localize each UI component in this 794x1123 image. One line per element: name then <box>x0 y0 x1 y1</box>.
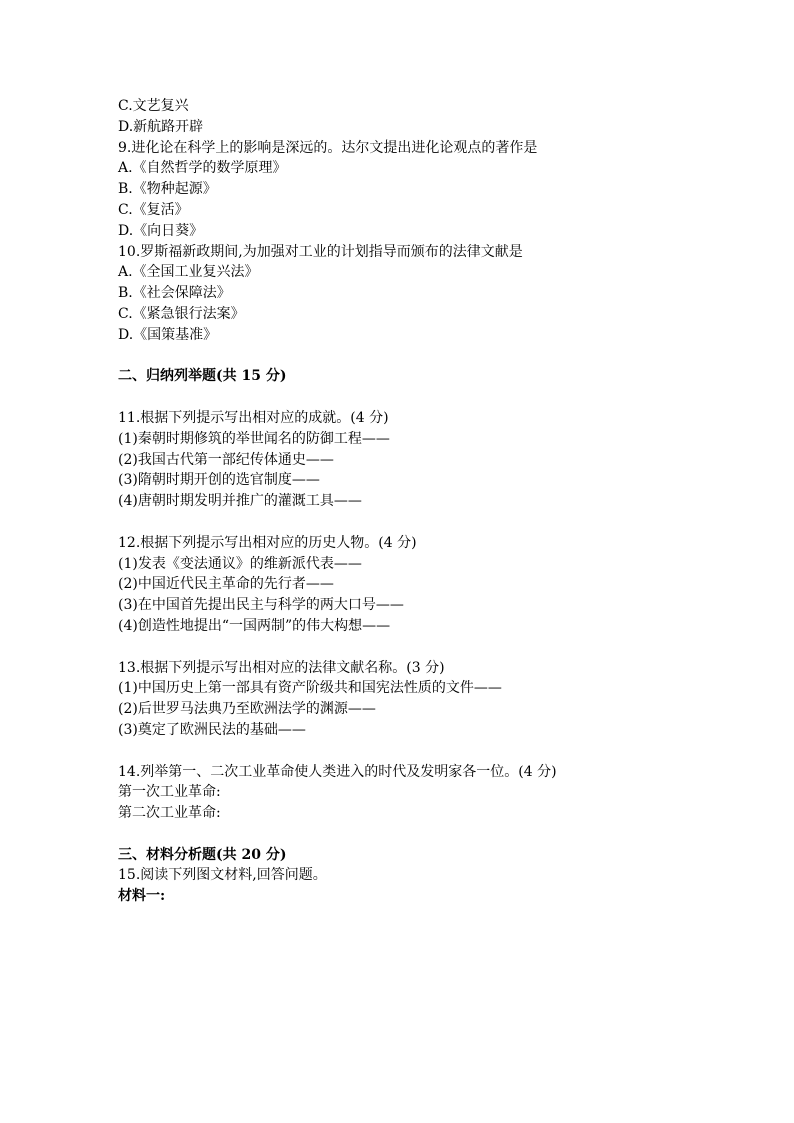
exam-content <box>118 96 718 907</box>
q11-item-4: (4)唐朝时期发明并推广的灌溉工具—— <box>118 493 362 510</box>
section3-title: 三、材料分析题(共 20 分) <box>118 846 287 863</box>
q14-stem: 14.列举第一、二次工业革命使人类进入的时代及发明家各一位。(4 分) <box>118 763 557 780</box>
q10-option-c: C.《紧急银行法案》 <box>118 305 245 322</box>
spacer <box>118 346 718 367</box>
q9-option-d: D.《向日葵》 <box>118 222 204 239</box>
q12-stem: 12.根据下列提示写出相对应的历史人物。(4 分) <box>118 534 417 551</box>
spacer <box>118 512 718 533</box>
q10-option-d: D.《国策基准》 <box>118 326 218 343</box>
q12-item-1: (1)发表《变法通议》的维新派代表—— <box>118 555 362 572</box>
spacer <box>118 824 718 845</box>
q11-item-2: (2)我国古代第一部纪传体通史—— <box>118 451 334 468</box>
q9-option-b: B.《物种起源》 <box>118 181 217 198</box>
q15-stem: 15.阅读下列图文材料,回答问题。 <box>118 867 327 884</box>
q9-stem: 9.进化论在科学上的影响是深远的。达尔文提出进化论观点的著作是 <box>118 139 538 156</box>
q12-item-2: (2)中国近代民主革命的先行者—— <box>118 576 334 593</box>
q11-item-1: (1)秦朝时期修筑的举世闻名的防御工程—— <box>118 430 390 447</box>
q12-item-4: (4)创造性地提出“一国两制”的伟大构想—— <box>118 617 391 634</box>
q13-item-3: (3)奠定了欧洲民法的基础—— <box>118 721 306 738</box>
section2-title: 二、归纳列举题(共 15 分) <box>118 368 287 385</box>
q13-item-1: (1)中国历史上第一部具有资产阶级共和国宪法性质的文件—— <box>118 680 502 697</box>
q9-option-a: A.《自然哲学的数学原理》 <box>118 160 287 177</box>
q11-stem: 11.根据下列提示写出相对应的成就。(4 分) <box>118 409 389 426</box>
material1-label: 材料一: <box>118 888 166 905</box>
q13-item-2: (2)后世罗马法典乃至欧洲法学的渊源—— <box>118 701 376 718</box>
q10-option-b: B.《社会保障法》 <box>118 285 231 302</box>
spacer <box>118 741 718 762</box>
q8-option-c: C.文艺复兴 <box>118 98 189 114</box>
q14-item-1: 第一次工业革命: <box>118 784 221 801</box>
spacer <box>118 387 718 408</box>
q14-item-2: 第二次工业革命: <box>118 805 221 822</box>
q11-item-3: (3)隋朝时期开创的选官制度—— <box>118 472 320 489</box>
q10-option-a: A.《全国工业复兴法》 <box>118 264 259 281</box>
spacer <box>118 637 718 658</box>
q12-item-3: (3)在中国首先提出民主与科学的两大口号—— <box>118 597 404 614</box>
q10-stem: 10.罗斯福新政期间,为加强对工业的计划指导而颁布的法律文献是 <box>118 243 523 260</box>
q8-option-d: D.新航路开辟 <box>118 118 204 135</box>
q13-stem: 13.根据下列提示写出相对应的法律文献名称。(3 分) <box>118 659 445 676</box>
q9-option-c: C.《复活》 <box>118 201 189 218</box>
